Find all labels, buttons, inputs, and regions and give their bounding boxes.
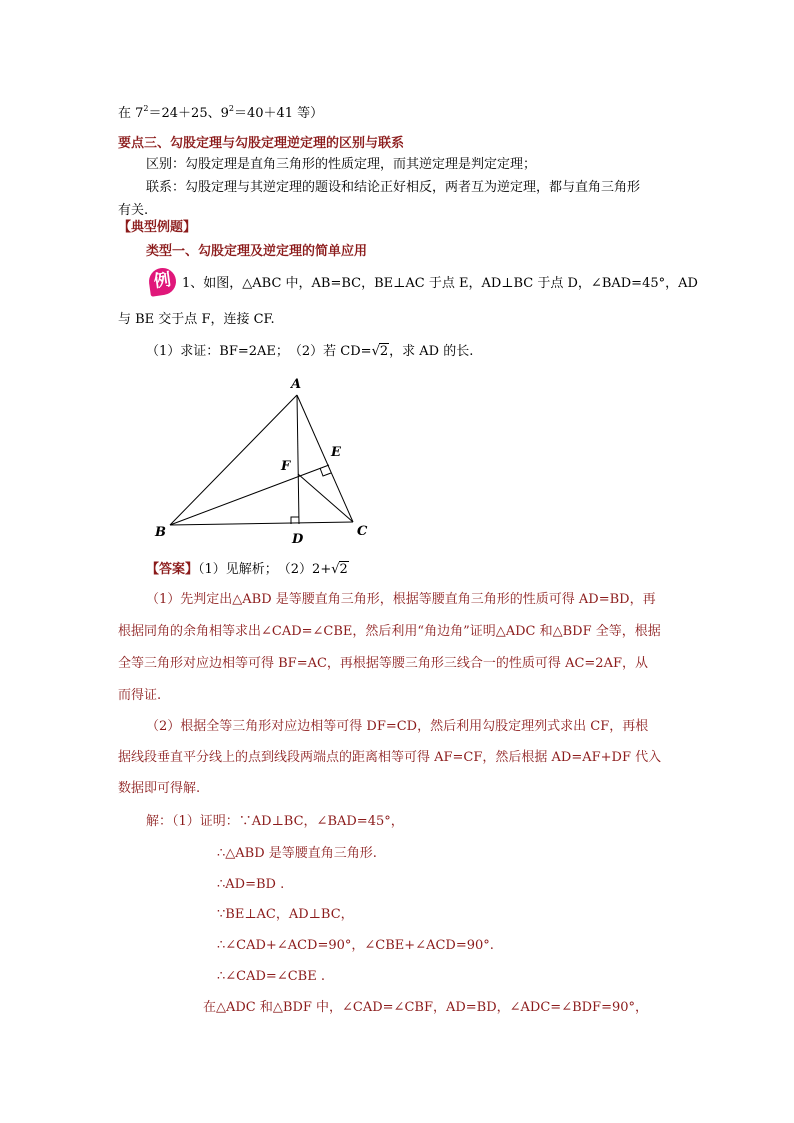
- analysis-p2-line3: 数据即可得解.: [118, 781, 201, 796]
- problem-line2: 与 BE 交于点 F，连接 CF.: [118, 312, 275, 327]
- solution-line1: 解：（1）证明：∵AD⊥BC，∠BAD=45°，: [146, 814, 404, 829]
- problem-line1: 1、如图，△ABC 中，AB=BC，BE⊥AC 于点 E，AD⊥BC 于点 D，∠BAD=45°，AD: [182, 276, 698, 291]
- segment-ad: [297, 395, 299, 524]
- solution-line5: ∴∠CAD+∠ACD=90°，∠CBE+∠ACD=90°.: [217, 938, 494, 953]
- sqrt-symbol: √2: [371, 344, 389, 359]
- sqrt-symbol: √2: [331, 562, 348, 577]
- label-b: B: [155, 525, 166, 540]
- label-e: E: [331, 445, 341, 460]
- solution-line4: ∵BE⊥AC，AD⊥BC，: [217, 907, 354, 922]
- label-d: D: [292, 532, 304, 547]
- analysis-p1-line1: （1）先判定出△ABD 是等腰直角三角形，根据等腰直角三角形的性质可得 AD=BD，再: [146, 592, 656, 607]
- segment-cf: [298, 474, 353, 522]
- solution-line6: ∴∠CAD=∠CBE .: [217, 969, 325, 984]
- problem-questions: （1）求证：BF=2AE； （2）若 CD=√2，求 AD 的长.: [146, 344, 474, 359]
- segment-ab: [170, 395, 297, 525]
- segment-be: [170, 465, 329, 525]
- analysis-p1-line3: 全等三角形对应边相等可得 BF=AC，再根据等腰三角形三线合一的性质可得 AC=2AF，从: [118, 656, 648, 671]
- segment-bc: [170, 522, 353, 525]
- point3-heading: 要点三、勾股定理与勾股定理逆定理的区别与联系: [118, 136, 405, 151]
- analysis-p1-line4: 而得证.: [118, 688, 162, 703]
- point3-relation-line1: 联系：勾股定理与其逆定理的题设和结论正好相反，两者互为逆定理，都与直角三角形: [146, 180, 641, 195]
- analysis-p1-line2: 根据同角的余角相等求出∠CAD=∠CBE，然后利用“角边角”证明△ADC 和△BDF 全等，根据: [118, 624, 661, 639]
- solution-line2: ∴△ABD 是等腰直角三角形.: [217, 846, 377, 861]
- point3-relation-line2: 有关.: [118, 203, 149, 218]
- label-c: C: [357, 524, 368, 539]
- analysis-p2-line1: （2）根据全等三角形对应边相等可得 DF=CD，然后利用勾股定理列式求出 CF，再根: [146, 719, 649, 734]
- intro-line: 在 $7^2=24+25$、$9^2=40+41$ 等）: [118, 104, 324, 121]
- solution-line3: ∴AD=BD .: [217, 877, 285, 892]
- triangle-figure: [140, 368, 380, 550]
- examples-heading: 【典型例题】: [118, 220, 197, 235]
- answer-line: 【答案】（1）见解析； （2）2+√2: [146, 562, 348, 577]
- solution-line7: 在△ADC 和△BDF 中，∠CAD=∠CBF，AD=BD，∠ADC=∠BDF=90°，: [203, 1000, 649, 1015]
- type1-heading: 类型一、勾股定理及逆定理的简单应用: [146, 244, 368, 259]
- analysis-p2-line2: 据线段垂直平分线上的点到线段两端点的距离相等可得 AF=CF，然后根据 AD=AF+DF 代入: [118, 750, 662, 765]
- label-a: A: [291, 377, 302, 392]
- segment-ac: [297, 395, 353, 522]
- point3-difference: 区别：勾股定理是直角三角形的性质定理，而其逆定理是判定定理；: [146, 157, 537, 172]
- example-badge-icon: 例: [147, 266, 177, 296]
- label-f: F: [281, 459, 291, 474]
